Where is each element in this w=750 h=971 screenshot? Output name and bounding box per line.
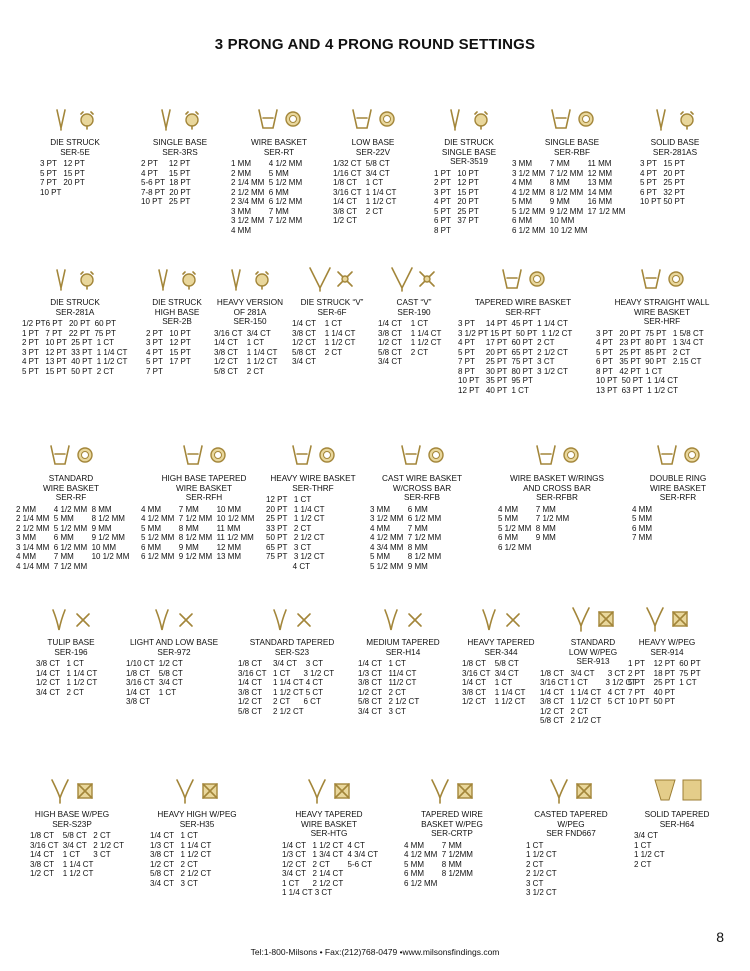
product-name: DIE STRUCK HIGH BASE SER-2B [152,298,202,327]
product-item [458,264,588,395]
v-prong-icon [304,264,360,292]
product-sizes: 1 MM 4 1/2 MM 2 MM 5 MM 2 1/4 MM 5 1/2 MM 2 1/2 MM 6 MM 2 3/4 MM 6 1/2 MM 3 MM 7 MM 3 1/2 MM 7 1/2 MM 4 MM [231,159,303,235]
v-prong-icon [386,264,442,292]
product-item [141,104,219,207]
product-name: SOLID TAPERED SER-H64 [644,810,710,829]
product-item [462,604,540,707]
product-item [434,104,504,235]
product-sizes: 3 MM 6 MM 3 1/2 MM 6 1/2 MM 4 MM 7 MM 4 1/2 MM 7 1/2 MM 4 3/4 MM 8 MM 5 MM 8 1/2 MM 5 1/2 MM 9 MM [370,504,442,571]
product-image [22,264,128,292]
product-name: CAST “V” SER-190 [396,298,432,317]
product-image [378,264,450,292]
crown-icon [441,104,497,132]
product-image [214,264,286,292]
product-sizes: 4 MM 7 MM 10 MM 4 1/2 MM 7 1/2 MM 10 1/2 MM 5 MM 8 MM 11 MM 5 1/2 MM 8 1/2 MM 11 1/2 MM 6 MM 9 MM 12 MM 6 1/2 MM 9 1/2 MM 13 MM [141,504,255,562]
product-image [282,776,376,804]
product-sizes: 1/8 CT 5/8 CT 2 CT 3/16 CT 3/4 CT 2 1/2 CT 1/4 CT 1 CT 3 CT 3/8 CT 1 1/4 CT 1/2 CT 1 1/2 CT [30,831,124,879]
product-name: DOUBLE RING WIRE BASKET SER-RFR [649,474,707,503]
product-name: HIGH BASE W/PEG SER-S23P [34,810,110,829]
product-item [596,264,728,395]
product-item [512,104,632,235]
product-image [146,264,208,292]
crown-icon [47,264,103,292]
page-number: 8 [716,929,724,945]
product-name: HEAVY TAPERED SER-344 [467,638,535,657]
product-image [238,604,346,632]
product-sizes: 1/4 CT 1 CT 1/3 CT 11/4 CT 3/8 CT 11/2 CT 1/2 CT 2 CT 5/8 CT 2 1/2 CT 3/4 CT 3 CT [358,659,420,716]
product-sizes: 1 PT 12 PT 60 PT 2 PT 18 PT 75 PT 5 PT 25 PT 1 CT 7 PT 40 PT 10 PT 50 PT [628,659,701,707]
footer-contact: Tel:1-800-Milsons • Fax:(212)768-0479 •www.milsonsfindings.com [250,947,500,957]
product-image [634,776,720,804]
peg-icon [44,776,100,804]
basket-icon [176,440,232,468]
product-item [266,440,360,571]
product-name: TAPERED WIRE BASKET W/PEG SER-CRTP [421,810,483,839]
product-item [632,440,724,543]
product-item [231,104,327,235]
product-sizes: 3 PT 15 PT 4 PT 20 PT 5 PT 25 PT 6 PT 32 PT 10 PT 50 PT [640,159,685,207]
product-sizes: 1/32 CT 5/8 CT 1/16 CT 3/4 CT 1/8 CT 1 CT 3/16 CT 1 1/4 CT 1/4 CT 1 1/2 CT 3/8 CT 2 CT 1/2 CT [333,159,397,226]
crown-icon [222,264,278,292]
product-item [498,440,616,552]
product-name: SINGLE BASE SER-RBF [544,138,600,157]
product-item [370,440,474,571]
product-item [282,776,379,898]
product-sizes: 2 PT 10 PT 3 PT 12 PT 4 PT 15 PT 5 PT 17 PT 7 PT [146,328,191,376]
crown-icon [47,104,103,132]
product-image [628,604,706,632]
basket-icon [43,440,99,468]
product-name: DIE STRUCK SINGLE BASE SER-3519 [441,138,497,167]
product-image [40,104,110,132]
product-sizes: 1/4 CT 1 CT 3/8 CT 1 1/4 CT 1/2 CT 1 1/2 CT 5/8 CT 2 CT 3/4 CT [292,319,356,367]
product-item [333,104,413,226]
basket-icon [285,440,341,468]
product-image [150,776,244,804]
peg-icon [424,776,480,804]
basket-icon [650,440,706,468]
product-name: HEAVY STRAIGHT WALL WIRE BASKET SER-HRF [614,298,710,327]
product-sizes: 3 PT 14 PT 45 PT 1 1/4 CT 3 1/2 PT 15 PT 50 PT 1 1/2 CT 4 PT 17 PT 60 PT 2 CT 5 PT 20 PT 65 PT 2 1/2 CT 7 PT 25 PT 75 PT 3 CT 8 PT 30 PT 80 PT 3 1/2 CT 10 PT 35 PT 95 PT 12 PT 40 PT 1 CT [458,319,573,395]
product-name: CAST WIRE BASKET W/CROSS BAR SER-RFB [382,474,462,503]
product-name: TULIP BASE SER-196 [47,638,95,657]
product-sizes: 1/8 CT 3/4 CT 3 CT 3/16 CT 1 CT 3 1/2 CT 1/4 CT 1 1/4 CT 4 CT 3/8 CT 1 1/2 CT 5 CT 1/2 CT 2 CT 5/8 CT 2 1/2 CT [540,668,637,726]
peg-icon [169,776,225,804]
product-item [126,604,222,707]
product-image [526,776,616,804]
product-item [628,604,706,707]
product-name: DIE STRUCK SER-281A [50,298,100,317]
product-image [458,264,588,292]
product-image [30,776,114,804]
product-name: WIRE BASKET SER-RT [251,138,307,157]
product-image [596,264,728,292]
product-image [292,264,372,292]
product-name: HEAVY WIRE BASKET SER-THRF [270,474,356,493]
product-sizes: 3 MM 7 MM 11 MM 3 1/2 MM 7 1/2 MM 12 MM 4 MM 8 MM 13 MM 4 1/2 MM 8 1/2 MM 14 MM 5 MM 9 MM 16 MM 5 1/2 MM 9 1/2 MM 17 1/2 MM 6 MM 10 MM 6 1/2 MM 10 1/2 MM [512,159,626,235]
product-item [292,264,372,367]
page-title: 3 PRONG AND 4 PRONG ROUND SETTINGS [214,36,536,53]
product-item [358,604,448,716]
crown-icon [149,264,205,292]
product-item [526,776,616,898]
product-image [434,104,504,132]
product-sizes: 1/4 CT 1 CT 1/3 CT 1 1/4 CT 3/8 CT 1 1/2 CT 1/2 CT 2 CT 5/8 CT 2 1/2 CT 3/4 CT 3 CT [150,831,212,888]
product-name: HEAVY VERSION OF 281A SER-150 [216,298,284,327]
product-sizes: 1/10 CT 1/2 CT 1/8 CT 5/8 CT 3/16 CT 3/4 CT 1/4 CT 1 CT 3/8 CT [126,659,183,707]
product-sizes: 1/2 PT6 PT 20 PT 60 PT 1 PT 7 PT 22 PT 75 PT 2 PT 10 PT 25 PT 1 CT 3 PT 12 PT 33 PT 1 1/4 CT 4 PT 13 PT 40 PT 1 1/2 CT 5 PT 15 PT 50 PT 2 CT [22,319,128,376]
product-sizes: 4 MM 5 MM 6 MM 7 MM [632,504,652,543]
product-item [16,440,130,571]
product-sizes: 3 PT 12 PT 5 PT 15 PT 7 PT 20 PT 10 PT [40,159,85,197]
product-name: WIRE BASKET W/RINGS AND CROSS BAR SER-RFBR [509,474,605,503]
product-name: HEAVY TAPERED WIRE BASKET SER-HTG [295,810,363,839]
peg-icon [639,604,695,632]
product-name: SINGLE BASE SER-3RS [152,138,208,157]
product-item [141,440,267,562]
basket-icon [394,440,450,468]
product-sizes: 1 CT 1 1/2 CT 2 CT 2 1/2 CT 3 CT 3 1/2 CT [526,840,557,898]
product-name: HIGH BASE TAPERED WIRE BASKET SER-RFH [161,474,247,503]
peg-icon [301,776,357,804]
product-image [16,440,126,468]
basket-icon [251,104,307,132]
product-sizes: 1/4 CT 1 CT 3/8 CT 1 1/4 CT 1/2 CT 1 1/2 CT 5/8 CT 2 CT 3/4 CT [378,319,442,367]
product-sizes: 1 PT 10 PT 2 PT 12 PT 3 PT 15 PT 4 PT 20 PT 5 PT 25 PT 6 PT 37 PT 8 PT [434,168,479,235]
basket-icon [529,440,585,468]
product-item [150,776,244,888]
product-sizes: 1/4 CT 1 1/2 CT 4 CT 1/3 CT 1 3/4 CT 4 3/4 CT 1/2 CT 2 CT 5-6 CT 3/4 CT 2 1/4 CT 1 CT 2 1/2 CT 1 1/4 CT 3 CT [282,840,379,898]
product-item [146,264,208,376]
crown-icon [152,104,208,132]
basket-icon [345,104,401,132]
product-sizes: 3/16 CT 3/4 CT 1/4 CT 1 CT 3/8 CT 1 1/4 CT 1/2 CT 1 1/2 CT 5/8 CT 2 CT [214,328,278,376]
product-image [358,604,448,632]
product-name: TAPERED WIRE BASKET SER-RFT [474,298,572,317]
product-name: LOW BASE SER-22V [351,138,395,157]
product-sizes: 3/4 CT 1 CT 1 1/2 CT 2 CT [634,831,665,869]
product-item [30,776,124,879]
product-sizes: 4 MM 7 MM 5 MM 7 1/2 MM 5 1/2 MM 8 MM 6 MM 9 MM 6 1/2 MM [498,504,570,552]
product-sizes: 3 PT 20 PT 75 PT 1 5/8 CT 4 PT 23 PT 80 PT 1 3/4 CT 5 PT 25 PT 85 PT 2 CT 6 PT 35 PT 90 PT 2.15 CT 8 PT 42 PT 1 CT 10 PT 50 PT 1 1/4 CT 13 PT 63 PT 1 1/2 CT [596,328,704,395]
product-image [231,104,327,132]
product-sizes: 3/8 CT 1 CT 1/4 CT 1 1/4 CT 1/2 CT 1 1/2 CT 3/4 CT 2 CT [36,659,98,697]
product-sizes: 1/8 CT 5/8 CT 3/16 CT 3/4 CT 1/4 CT 1 CT 3/8 CT 1 1/4 CT 1/2 CT 1 1/2 CT [462,659,526,707]
tulip-icon [43,604,99,632]
product-item [634,776,720,869]
product-item [238,604,346,716]
product-sizes: 4 MM 7 MM 4 1/2 MM 7 1/2MM 5 MM 8 MM 6 MM 8 1/2MM 6 1/2 MM [404,840,473,888]
product-sizes: 1/8 CT 3/4 CT 3 CT 3/16 CT 1 CT 3 1/2 CT 1/4 CT 1 1/4 CT 4 CT 3/8 CT 1 1/2 CT 5 CT 1/2 CT 2 CT 6 CT 5/8 CT 2 1/2 CT [238,659,335,716]
product-name: LIGHT AND LOW BASE SER-972 [129,638,219,657]
basket-icon [544,104,600,132]
product-name: DIE STRUCK SER-5E [50,138,100,157]
basket-icon [495,264,551,292]
peg-icon [565,604,621,632]
tulip-icon [473,604,529,632]
product-image [404,776,500,804]
product-sizes: 12 PT 1 CT 20 PT 1 1/4 CT 25 PT 1 1/2 CT 33 PT 2 CT 50 PT 2 1/2 CT 65 PT 3 CT 75 PT 3 1/2 CT 4 CT [266,495,325,571]
product-name: STANDARD LOW W/PEG SER-913 [568,638,618,667]
product-image [126,604,222,632]
product-item [640,104,710,207]
tulip-icon [146,604,202,632]
product-image [36,604,106,632]
product-name: DIE STRUCK “V” SER-6F [300,298,364,317]
peg-icon [543,776,599,804]
tulip-icon [264,604,320,632]
product-image [462,604,540,632]
solid-icon [649,776,705,804]
product-item [214,264,286,376]
product-image [370,440,474,468]
product-name: SOLID BASE SER-281AS [650,138,700,157]
product-image [498,440,616,468]
basket-icon [634,264,690,292]
product-item [22,264,128,376]
product-sizes: 2 PT 12 PT 4 PT 15 PT 5-6 PT 18 PT 7-8 PT 20 PT 10 PT 25 PT [141,159,191,207]
product-item [40,104,110,197]
product-name: STANDARD TAPERED SER-S23 [249,638,335,657]
product-image [333,104,413,132]
tulip-icon [375,604,431,632]
crown-icon [647,104,703,132]
product-image [632,440,724,468]
product-name: MEDIUM TAPERED SER-H14 [366,638,440,657]
product-image [512,104,632,132]
product-name: STANDARD WIRE BASKET SER-RF [43,474,99,503]
product-name: HEAVY W/PEG SER-914 [638,638,696,657]
product-image [640,104,710,132]
product-sizes: 2 MM 4 1/2 MM 8 MM 2 1/4 MM 5 MM 8 1/2 MM 2 1/2 MM 5 1/2 MM 9 MM 3 MM 6 MM 9 1/2 MM 3 1/4 MM 6 1/2 MM 10 MM 4 MM 7 MM 10 1/2 MM 4 1/4 MM 7 1/2 MM [16,504,130,571]
product-item [378,264,450,367]
product-item [36,604,106,697]
product-image [141,440,267,468]
product-name: CASTED TAPERED W/PEG SER FND667 [534,810,608,839]
product-name: HEAVY HIGH W/PEG SER-H35 [157,810,237,829]
product-item [404,776,500,888]
product-image [266,440,360,468]
product-image [141,104,219,132]
